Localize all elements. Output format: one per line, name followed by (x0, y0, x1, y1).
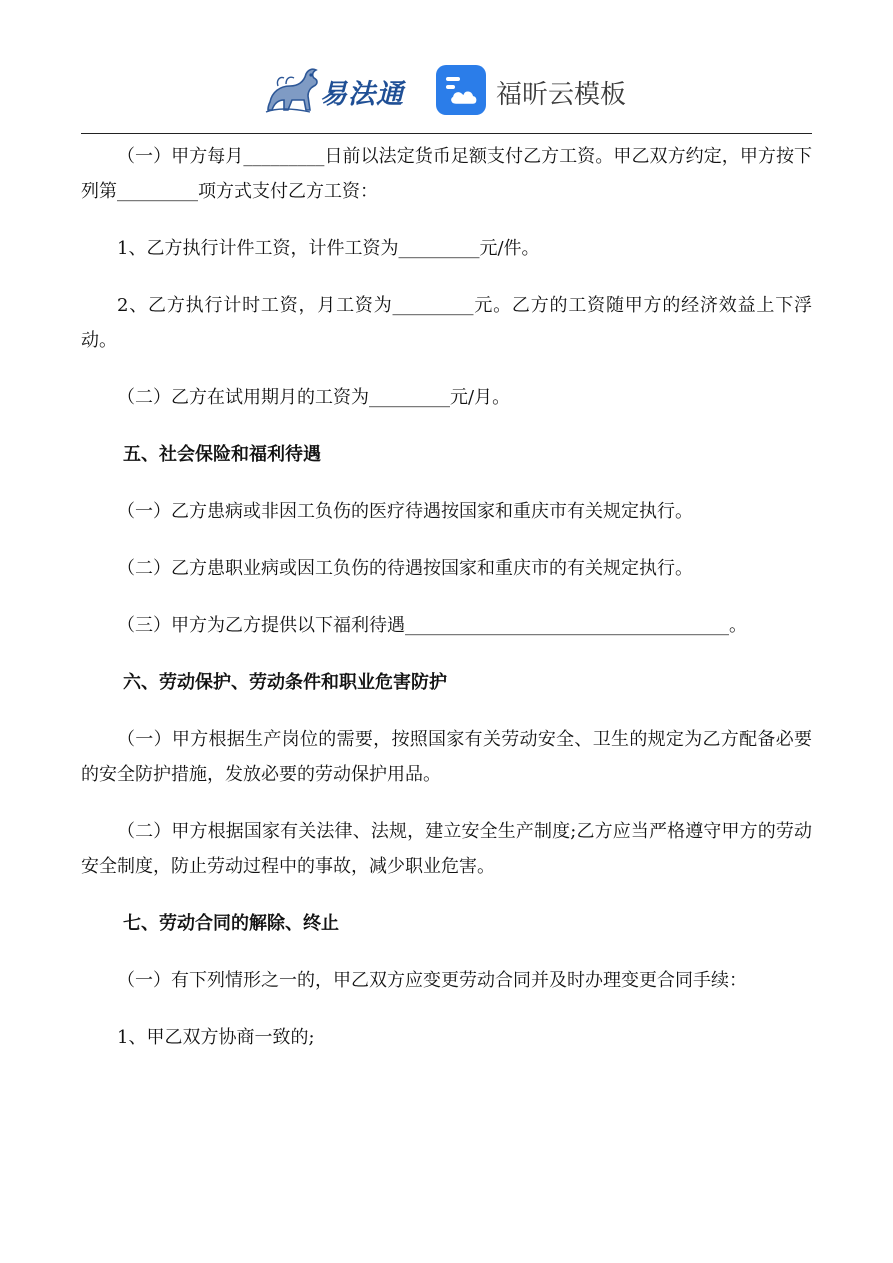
yifatong-logo-text: 易法通 (320, 79, 404, 110)
yifatong-logo (262, 62, 412, 118)
paragraph-occupational-disease: （二）乙方患职业病或因工负伤的待遇按国家和重庆市的有关规定执行。 (117, 558, 693, 579)
document-body (81, 139, 812, 1055)
paragraph-probation-wage: （二）乙方在试用期月的工资为_________元/月。 (117, 387, 511, 408)
paragraph-contract-change: （一）有下列情形之一的，甲乙双方应变更劳动合同并及时办理变更合同手续： (117, 970, 747, 991)
qilin-icon (262, 62, 324, 118)
section-heading-termination: 七、劳动合同的解除、终止 (123, 913, 339, 934)
paragraph-piece-rate: 1、乙方执行计件工资，计件工资为_________元/件。 (117, 238, 540, 259)
section-heading-social-insurance: 五、社会保险和福利待遇 (123, 444, 321, 465)
foxit-template-logo (436, 62, 636, 118)
page-header (0, 58, 893, 122)
paragraph-time-rate: 2、乙方执行计时工资，月工资为_________元。乙方的工资随甲方的经济效益上下浮动。 (81, 295, 812, 351)
paragraph-safety-system: （二）甲方根据国家有关法律、法规，建立安全生产制度;乙方应当严格遵守甲方的劳动安全制度，防止劳动过程中的事故，减少职业危害。 (81, 821, 812, 877)
section-heading-labor-protection: 六、劳动保护、劳动条件和职业危害防护 (123, 672, 447, 693)
paragraph-wage-payment: （一）甲方每月_________日前以法定货币足额支付乙方工资。甲乙双方约定，甲方按下列第_________项方式支付乙方工资： (81, 146, 812, 202)
paragraph-safety-measures: （一）甲方根据生产岗位的需要，按照国家有关劳动安全、卫生的规定为乙方配备必要的安全防护措施，发放必要的劳动保护用品。 (81, 729, 812, 785)
foxit-template-logo-text: 福昕云模板 (496, 80, 627, 110)
paragraph-welfare: （三）甲方为乙方提供以下福利待遇____________________________________。 (117, 615, 747, 636)
foxit-cloud-icon (436, 65, 486, 115)
paragraph-medical-treatment: （一）乙方患病或非因工负伤的医疗待遇按国家和重庆市有关规定执行。 (117, 501, 693, 522)
header-divider (81, 133, 812, 134)
paragraph-mutual-agreement: 1、甲乙双方协商一致的; (117, 1027, 315, 1048)
